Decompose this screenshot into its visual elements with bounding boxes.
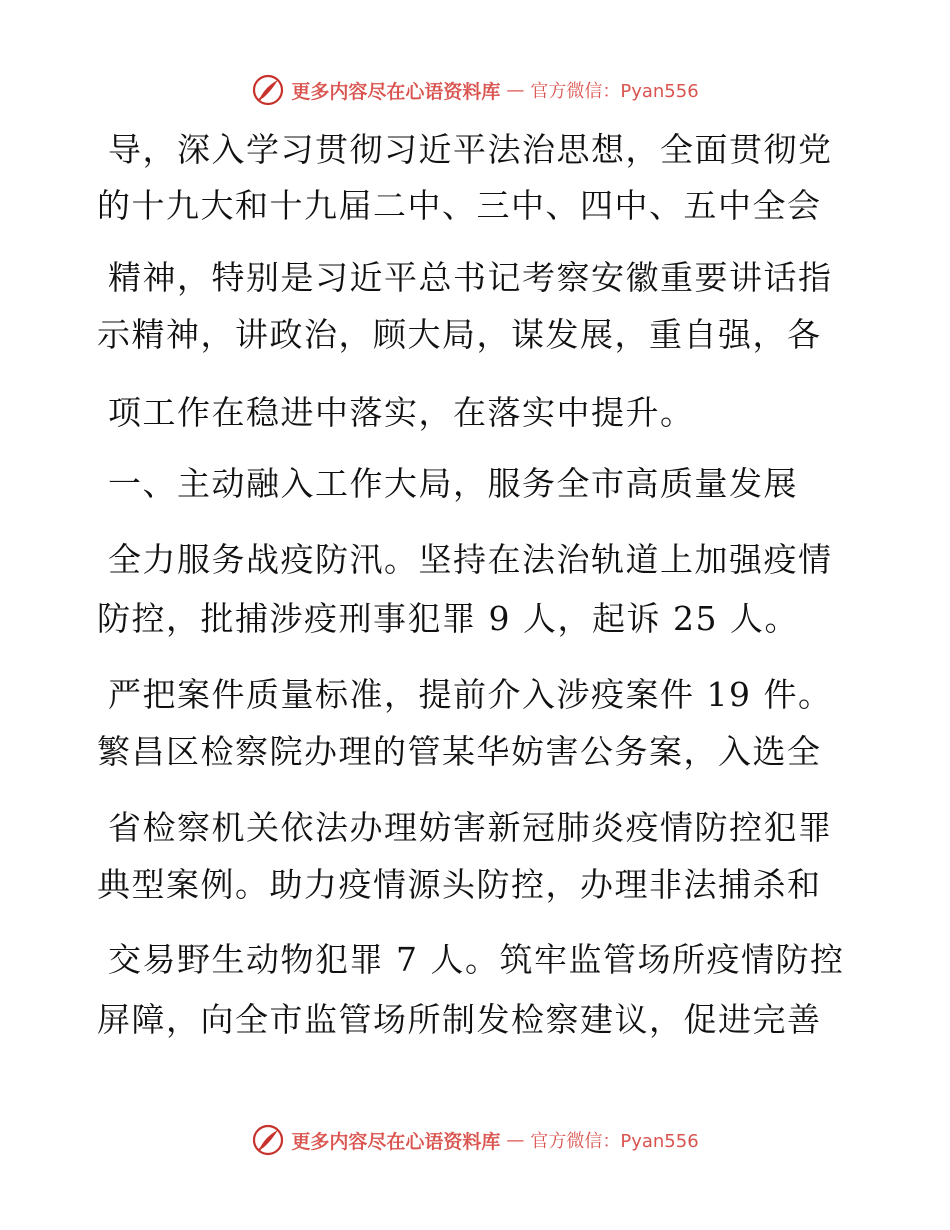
body-line: 导，深入学习贯彻习近平法治思想，全面贯彻党: [108, 130, 833, 169]
body-line: 严把案件质量标准，提前介入涉疫案件 19 件。: [108, 675, 833, 714]
watermark-brand-text: 更多内容尽在心语资料库: [291, 80, 501, 103]
watermark-separator: —: [506, 1129, 525, 1151]
watermark-separator: —: [506, 79, 525, 101]
body-line: 的十九大和十九届二中、三中、四中、五中全会: [97, 186, 822, 225]
body-line: 省检察机关依法办理妨害新冠肺炎疫情防控犯罪: [108, 808, 833, 847]
body-line: 交易野生动物犯罪 7 人。筑牢监管场所疫情防控: [108, 940, 845, 979]
body-line: 精神，特别是习近平总书记考察安徽重要讲话指: [108, 258, 833, 297]
body-line: 典型案例。助力疫情源头防控，办理非法捕杀和: [97, 865, 822, 904]
body-line: 全力服务战疫防汛。坚持在法治轨道上加强疫情: [108, 540, 833, 579]
body-line: 防控，批捕涉疫刑事犯罪 9 人，起诉 25 人。: [97, 599, 799, 638]
section-heading: 一、主动融入工作大局，服务全市高质量发展: [108, 464, 798, 503]
feather-pen-logo-icon: [251, 1123, 285, 1157]
watermark-brand-text: 更多内容尽在心语资料库: [291, 1130, 501, 1153]
watermark-wechat-text: 官方微信：Pyan556: [530, 1131, 699, 1152]
body-line: 示精神，讲政治，顾大局，谋发展，重自强，各: [97, 315, 822, 354]
header-watermark: [0, 70, 950, 110]
watermark-wechat-text: 官方微信：Pyan556: [530, 81, 699, 102]
footer-watermark: [0, 1120, 950, 1160]
body-line: 项工作在稳进中落实，在落实中提升。: [108, 393, 695, 432]
body-line: 繁昌区检察院办理的管某华妨害公务案，入选全: [97, 732, 822, 771]
feather-pen-logo-icon: [251, 73, 285, 107]
body-line: 屏障，向全市监管场所制发检察建议，促进完善: [97, 1000, 822, 1039]
